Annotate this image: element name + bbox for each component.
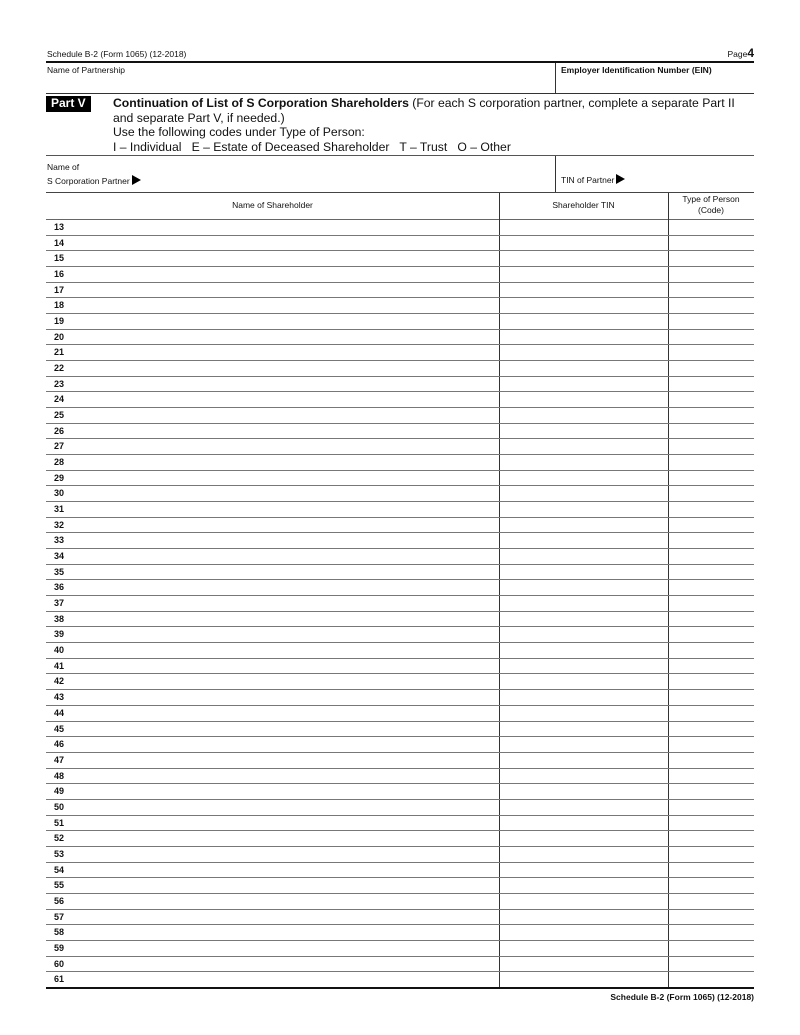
shareholder-tin-field[interactable] [499, 612, 668, 627]
row-number: 29 [54, 472, 65, 483]
shareholder-name-field[interactable] [46, 549, 499, 564]
type-of-person-field[interactable] [668, 236, 754, 251]
table-row [46, 674, 754, 690]
type-of-person-field[interactable] [668, 674, 754, 689]
type-of-person-field[interactable] [668, 439, 754, 454]
table-row [46, 392, 754, 408]
shareholder-name-field[interactable] [46, 330, 499, 345]
row-number: 49 [54, 786, 65, 797]
shareholder-tin-field[interactable] [499, 659, 668, 674]
row-number: 45 [54, 723, 65, 734]
shareholder-tin-field[interactable] [499, 486, 668, 501]
row-number: 56 [54, 895, 65, 906]
table-row [46, 706, 754, 722]
row-number: 26 [54, 425, 65, 436]
shareholder-name-field[interactable] [46, 408, 499, 423]
shareholder-tin-field[interactable] [499, 377, 668, 392]
table-row [46, 471, 754, 487]
row-number: 57 [54, 911, 65, 922]
shareholder-name-field[interactable] [46, 643, 499, 658]
row-number: 55 [54, 880, 65, 891]
shareholder-name-field[interactable] [46, 878, 499, 893]
page-label: Page [727, 49, 748, 59]
table-row [46, 518, 754, 534]
shareholder-name-field[interactable] [46, 314, 499, 329]
table-row [46, 957, 754, 973]
s-corp-partner-name-field[interactable] [165, 174, 550, 192]
type-of-person-field[interactable] [668, 220, 754, 235]
row-number: 42 [54, 676, 65, 687]
s-corp-partner-label [47, 160, 141, 188]
shareholder-name-field[interactable] [46, 706, 499, 721]
row-number: 34 [54, 551, 65, 562]
table-row [46, 455, 754, 471]
table-row [46, 612, 754, 628]
shareholder-name-field[interactable] [46, 816, 499, 831]
row-number: 46 [54, 739, 65, 750]
row-number: 53 [54, 848, 65, 859]
part-v-badge: Part V [46, 96, 91, 112]
row-number: 48 [54, 770, 65, 781]
table-row [46, 910, 754, 926]
shareholder-tin-field[interactable] [499, 533, 668, 548]
table-row [46, 894, 754, 910]
table-row [46, 314, 754, 330]
row-number: 33 [54, 535, 65, 546]
type-of-person-field[interactable] [668, 408, 754, 423]
type-of-person-field[interactable] [668, 690, 754, 705]
shareholder-name-field[interactable] [46, 220, 499, 235]
type-of-person-field[interactable] [668, 941, 754, 956]
shareholder-tin-field[interactable] [499, 298, 668, 313]
table-row [46, 737, 754, 753]
row-number: 31 [54, 504, 65, 515]
shareholder-tin-field[interactable] [499, 831, 668, 846]
shareholder-tin-field[interactable] [499, 455, 668, 470]
column-header-type-line1: Type of Person [682, 194, 740, 204]
shareholder-tin-field[interactable] [499, 408, 668, 423]
type-of-person-field[interactable] [668, 706, 754, 721]
shareholder-name-field[interactable] [46, 267, 499, 282]
row-number: 51 [54, 817, 65, 828]
shareholder-name-field[interactable] [46, 847, 499, 862]
page-number [727, 46, 754, 60]
shareholder-name-field[interactable] [46, 941, 499, 956]
shareholder-name-field[interactable] [46, 674, 499, 689]
shareholder-tin-field[interactable] [499, 847, 668, 862]
shareholder-tin-field[interactable] [499, 643, 668, 658]
type-of-person-field[interactable] [668, 502, 754, 517]
s-corp-partner-label-line2: S Corporation Partner [47, 176, 130, 186]
row-number: 30 [54, 488, 65, 499]
shareholder-tin-field[interactable] [499, 236, 668, 251]
table-row [46, 659, 754, 675]
shareholder-name-field[interactable] [46, 894, 499, 909]
shareholder-tin-field[interactable] [499, 549, 668, 564]
type-of-person-field[interactable] [668, 298, 754, 313]
partner-tin-field[interactable] [645, 174, 753, 192]
row-number: 50 [54, 801, 65, 812]
page-number-value: 4 [747, 46, 754, 60]
row-number: 41 [54, 660, 65, 671]
table-row [46, 972, 754, 988]
type-of-person-field[interactable] [668, 972, 754, 988]
row-number: 14 [54, 237, 65, 248]
table-row [46, 769, 754, 785]
shareholder-name-field[interactable] [46, 565, 499, 580]
type-of-person-field[interactable] [668, 518, 754, 533]
shareholder-tin-field[interactable] [499, 439, 668, 454]
shareholder-name-field[interactable] [46, 486, 499, 501]
table-row [46, 424, 754, 440]
row-number: 18 [54, 300, 65, 311]
row-number: 40 [54, 645, 65, 656]
name-of-partnership-label: Name of Partnership [47, 65, 125, 75]
row-number: 54 [54, 864, 65, 875]
name-of-partnership-field[interactable] [46, 76, 554, 93]
row-number: 38 [54, 613, 65, 624]
table-row [46, 565, 754, 581]
arrow-right-icon [616, 174, 625, 184]
part-v-title: Continuation of List of S Corporation Shareholders [113, 96, 409, 110]
row-number: 17 [54, 284, 65, 295]
table-row [46, 486, 754, 502]
row-number: 36 [54, 582, 65, 593]
table-row [46, 236, 754, 252]
row-number: 19 [54, 316, 65, 327]
shareholder-name-field[interactable] [46, 769, 499, 784]
type-of-person-field[interactable] [668, 878, 754, 893]
type-of-person-field[interactable] [668, 816, 754, 831]
type-of-person-field[interactable] [668, 910, 754, 925]
type-of-person-field[interactable] [668, 659, 754, 674]
type-of-person-field[interactable] [668, 377, 754, 392]
shareholder-name-field[interactable] [46, 533, 499, 548]
partner-tin-label-text: TIN of Partner [561, 175, 615, 185]
ein-label: Employer Identification Number (EIN) [561, 65, 712, 75]
row-number: 22 [54, 363, 65, 374]
type-of-person-field[interactable] [668, 596, 754, 611]
shareholder-name-field[interactable] [46, 957, 499, 972]
shareholder-name-field[interactable] [46, 722, 499, 737]
type-of-person-field[interactable] [668, 863, 754, 878]
type-of-person-field[interactable] [668, 753, 754, 768]
shareholder-tin-field[interactable] [499, 596, 668, 611]
type-of-person-field[interactable] [668, 345, 754, 360]
shareholder-name-field[interactable] [46, 831, 499, 846]
type-of-person-field[interactable] [668, 925, 754, 940]
type-of-person-field[interactable] [668, 361, 754, 376]
row-number: 25 [54, 410, 65, 421]
shareholder-tin-field[interactable] [499, 424, 668, 439]
row-number: 37 [54, 598, 65, 609]
table-row [46, 753, 754, 769]
shareholder-tin-field[interactable] [499, 345, 668, 360]
type-of-person-field[interactable] [668, 847, 754, 862]
table-row [46, 878, 754, 894]
table-row [46, 345, 754, 361]
type-of-person-field[interactable] [668, 251, 754, 266]
table-row [46, 408, 754, 424]
type-of-person-field[interactable] [668, 549, 754, 564]
table-row [46, 330, 754, 346]
table-row [46, 267, 754, 283]
shareholder-name-field[interactable] [46, 392, 499, 407]
type-of-person-field[interactable] [668, 580, 754, 595]
shareholder-name-field[interactable] [46, 471, 499, 486]
type-of-person-field[interactable] [668, 471, 754, 486]
type-of-person-field[interactable] [668, 612, 754, 627]
shareholder-tin-field[interactable] [499, 784, 668, 799]
table-row [46, 847, 754, 863]
shareholder-tin-field[interactable] [499, 314, 668, 329]
part-v-title-suffix: (For each S corporation partner, complete a separate Part II and separate Part V, if needed.) [113, 96, 735, 125]
row-number: 60 [54, 958, 65, 969]
table-row [46, 361, 754, 377]
shareholder-name-field[interactable] [46, 361, 499, 376]
shareholder-name-field[interactable] [46, 910, 499, 925]
shareholder-name-field[interactable] [46, 612, 499, 627]
shareholder-name-field[interactable] [46, 283, 499, 298]
table-row [46, 549, 754, 565]
type-of-person-field[interactable] [668, 627, 754, 642]
table-row [46, 596, 754, 612]
table-row [46, 831, 754, 847]
type-of-person-field[interactable] [668, 565, 754, 580]
row-number: 21 [54, 347, 65, 358]
row-number: 58 [54, 927, 65, 938]
partner-bottom-rule [46, 192, 754, 193]
type-of-person-field[interactable] [668, 455, 754, 470]
row-number: 16 [54, 269, 65, 280]
shareholder-name-field[interactable] [46, 925, 499, 940]
type-of-person-field[interactable] [668, 314, 754, 329]
row-number: 44 [54, 707, 65, 718]
ein-field[interactable] [560, 76, 754, 93]
row-number: 61 [54, 974, 65, 985]
shareholder-tin-field[interactable] [499, 267, 668, 282]
column-header-type [668, 194, 754, 216]
shareholder-tin-field[interactable] [499, 471, 668, 486]
shareholder-name-field[interactable] [46, 972, 499, 988]
shareholder-table [46, 220, 754, 988]
header-bottom-rule [46, 93, 754, 94]
partner-tin-label [561, 174, 625, 185]
shareholder-tin-field[interactable] [499, 674, 668, 689]
table-row [46, 816, 754, 832]
shareholder-tin-field[interactable] [499, 565, 668, 580]
table-row [46, 690, 754, 706]
column-header-tin: Shareholder TIN [552, 200, 615, 210]
column-header-type-line2: (Code) [698, 205, 724, 215]
type-of-person-field[interactable] [668, 283, 754, 298]
shareholder-name-field[interactable] [46, 737, 499, 752]
shareholder-tin-field[interactable] [499, 863, 668, 878]
type-of-person-field[interactable] [668, 533, 754, 548]
type-of-person-field[interactable] [668, 392, 754, 407]
type-of-person-field[interactable] [668, 267, 754, 282]
type-of-person-field[interactable] [668, 330, 754, 345]
shareholder-name-field[interactable] [46, 424, 499, 439]
shareholder-tin-field[interactable] [499, 816, 668, 831]
column-header-name: Name of Shareholder [232, 200, 313, 210]
type-codes-intro: Use the following codes under Type of Person: [113, 125, 365, 139]
shareholder-name-field[interactable] [46, 784, 499, 799]
type-of-person-field[interactable] [668, 737, 754, 752]
shareholder-tin-field[interactable] [499, 878, 668, 893]
type-of-person-field[interactable] [668, 894, 754, 909]
shareholder-tin-field[interactable] [499, 502, 668, 517]
shareholder-name-field[interactable] [46, 236, 499, 251]
table-row [46, 251, 754, 267]
type-of-person-field[interactable] [668, 831, 754, 846]
shareholder-name-field[interactable] [46, 627, 499, 642]
type-of-person-field[interactable] [668, 424, 754, 439]
table-row [46, 800, 754, 816]
shareholder-name-field[interactable] [46, 690, 499, 705]
shareholder-name-field[interactable] [46, 659, 499, 674]
shareholder-tin-field[interactable] [499, 690, 668, 705]
shareholder-name-field[interactable] [46, 518, 499, 533]
shareholder-tin-field[interactable] [499, 706, 668, 721]
type-of-person-field[interactable] [668, 957, 754, 972]
row-number: 27 [54, 441, 65, 452]
shareholder-name-field[interactable] [46, 580, 499, 595]
table-row [46, 298, 754, 314]
shareholder-name-field[interactable] [46, 439, 499, 454]
row-number: 52 [54, 833, 65, 844]
shareholder-tin-field[interactable] [499, 330, 668, 345]
shareholder-tin-field[interactable] [499, 800, 668, 815]
row-number: 13 [54, 222, 65, 232]
row-number: 47 [54, 754, 65, 765]
type-of-person-field[interactable] [668, 800, 754, 815]
shareholder-tin-field[interactable] [499, 361, 668, 376]
shareholder-tin-field[interactable] [499, 753, 668, 768]
table-row [46, 220, 754, 236]
row-number: 15 [54, 253, 65, 264]
part-v-heading [113, 96, 753, 154]
type-codes-list: I – Individual E – Estate of Deceased Shareholder T – Trust O – Other [113, 139, 511, 154]
shareholder-name-field[interactable] [46, 455, 499, 470]
shareholder-tin-field[interactable] [499, 769, 668, 784]
table-row [46, 941, 754, 957]
part-v-bottom-rule [46, 155, 754, 156]
shareholder-tin-field[interactable] [499, 580, 668, 595]
table-row [46, 377, 754, 393]
footer-form-identifier: Schedule B-2 (Form 1065) (12-2018) [610, 992, 754, 1002]
shareholder-name-field[interactable] [46, 863, 499, 878]
table-row [46, 439, 754, 455]
shareholder-tin-field[interactable] [499, 910, 668, 925]
type-of-person-field[interactable] [668, 722, 754, 737]
shareholder-name-field[interactable] [46, 345, 499, 360]
shareholder-name-field[interactable] [46, 502, 499, 517]
shareholder-tin-field[interactable] [499, 518, 668, 533]
row-number: 23 [54, 378, 65, 389]
arrow-right-icon [132, 175, 141, 185]
shareholder-tin-field[interactable] [499, 957, 668, 972]
row-number: 35 [54, 566, 65, 577]
partner-tin-divider [555, 156, 556, 193]
table-bottom-rule [46, 987, 754, 989]
shareholder-name-field[interactable] [46, 377, 499, 392]
table-row [46, 283, 754, 299]
shareholder-tin-field[interactable] [499, 972, 668, 988]
table-row [46, 784, 754, 800]
shareholder-tin-field[interactable] [499, 941, 668, 956]
type-of-person-field[interactable] [668, 784, 754, 799]
row-number: 24 [54, 394, 65, 405]
table-row [46, 502, 754, 518]
row-number: 28 [54, 457, 65, 468]
shareholder-tin-field[interactable] [499, 251, 668, 266]
type-of-person-field[interactable] [668, 643, 754, 658]
table-row [46, 627, 754, 643]
row-number: 43 [54, 692, 65, 703]
table-row [46, 533, 754, 549]
shareholder-tin-field[interactable] [499, 220, 668, 235]
shareholder-name-field[interactable] [46, 596, 499, 611]
shareholder-tin-field[interactable] [499, 737, 668, 752]
row-number: 39 [54, 629, 65, 640]
shareholder-name-field[interactable] [46, 753, 499, 768]
table-row [46, 643, 754, 659]
shareholder-tin-field[interactable] [499, 722, 668, 737]
s-corp-partner-label-line1: Name of [47, 162, 80, 172]
type-of-person-field[interactable] [668, 769, 754, 784]
table-row [46, 722, 754, 738]
row-number: 32 [54, 519, 65, 530]
table-row [46, 580, 754, 596]
shareholder-tin-field[interactable] [499, 925, 668, 940]
form-identifier: Schedule B-2 (Form 1065) (12-2018) [47, 49, 187, 59]
ein-divider [555, 63, 556, 93]
shareholder-tin-field[interactable] [499, 894, 668, 909]
row-number: 20 [54, 331, 65, 342]
table-row [46, 925, 754, 941]
table-row [46, 863, 754, 879]
shareholder-name-field[interactable] [46, 800, 499, 815]
shareholder-tin-field[interactable] [499, 283, 668, 298]
shareholder-name-field[interactable] [46, 251, 499, 266]
shareholder-tin-field[interactable] [499, 392, 668, 407]
type-of-person-field[interactable] [668, 486, 754, 501]
shareholder-tin-field[interactable] [499, 627, 668, 642]
row-number: 59 [54, 942, 65, 953]
header-top-rule [46, 61, 754, 63]
shareholder-name-field[interactable] [46, 298, 499, 313]
